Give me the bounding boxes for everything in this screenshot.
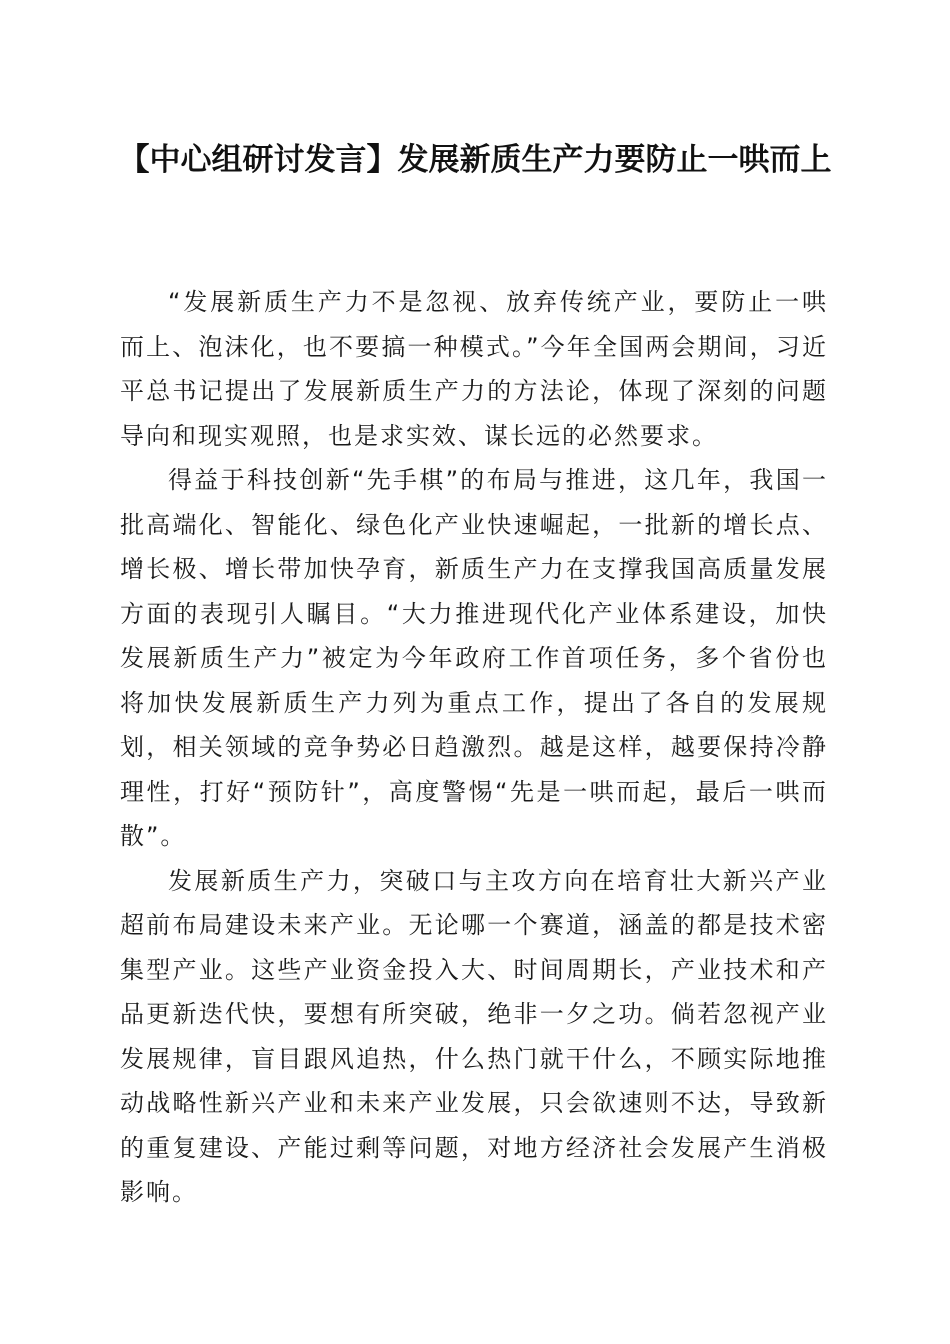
paragraph-3: 发展新质生产力，突破口与主攻方向在培育壮大新兴产业超前布局建设未来产业。无论哪一个赛道，涵盖的都是技术密集型产业。这些产业资金投入大、时间周期长，产业技术和产品更新迭代快，要想有所突破，绝非一夕之功。倘若忽视产业发展规律，盲目跟风追热，什么热门就干什么，不顾实际地推动战略性新兴产业和未来产业发展，只会欲速则不达，导致新的重复建设、产能过剩等问题，对地方经济社会发展产生消极影响。 (120, 866, 828, 1206)
document-body (120, 280, 828, 1215)
paragraph-1: “发展新质生产力不是忽视、放弃传统产业，要防止一哄而上、泡沫化，也不要搞一种模式。”今年全国两会期间，习近平总书记提出了发展新质生产力的方法论，体现了深刻的问题导向和现实观照，也是求实效、谋长远的必然要求。 (120, 288, 828, 450)
paragraph-2: 得益于科技创新“先手棋”的布局与推进，这几年，我国一批高端化、智能化、绿色化产业快速崛起，一批新的增长点、增长极、增长带加快孕育，新质生产力在支撑我国高质量发展方面的表现引人瞩目。“大力推进现代化产业体系建设，加快发展新质生产力”被定为今年政府工作首项任务，多个省份也将加快发展新质生产力列为重点工作，提出了各自的发展规划，相关领域的竞争势必日趋激烈。越是这样，越要保持冷静理性，打好“预防针”，高度警惕“先是一哄而起，最后一哄而散”。 (120, 466, 828, 850)
document-title: 【中心组研讨发言】发展新质生产力要防止一哄而上 (118, 142, 832, 178)
